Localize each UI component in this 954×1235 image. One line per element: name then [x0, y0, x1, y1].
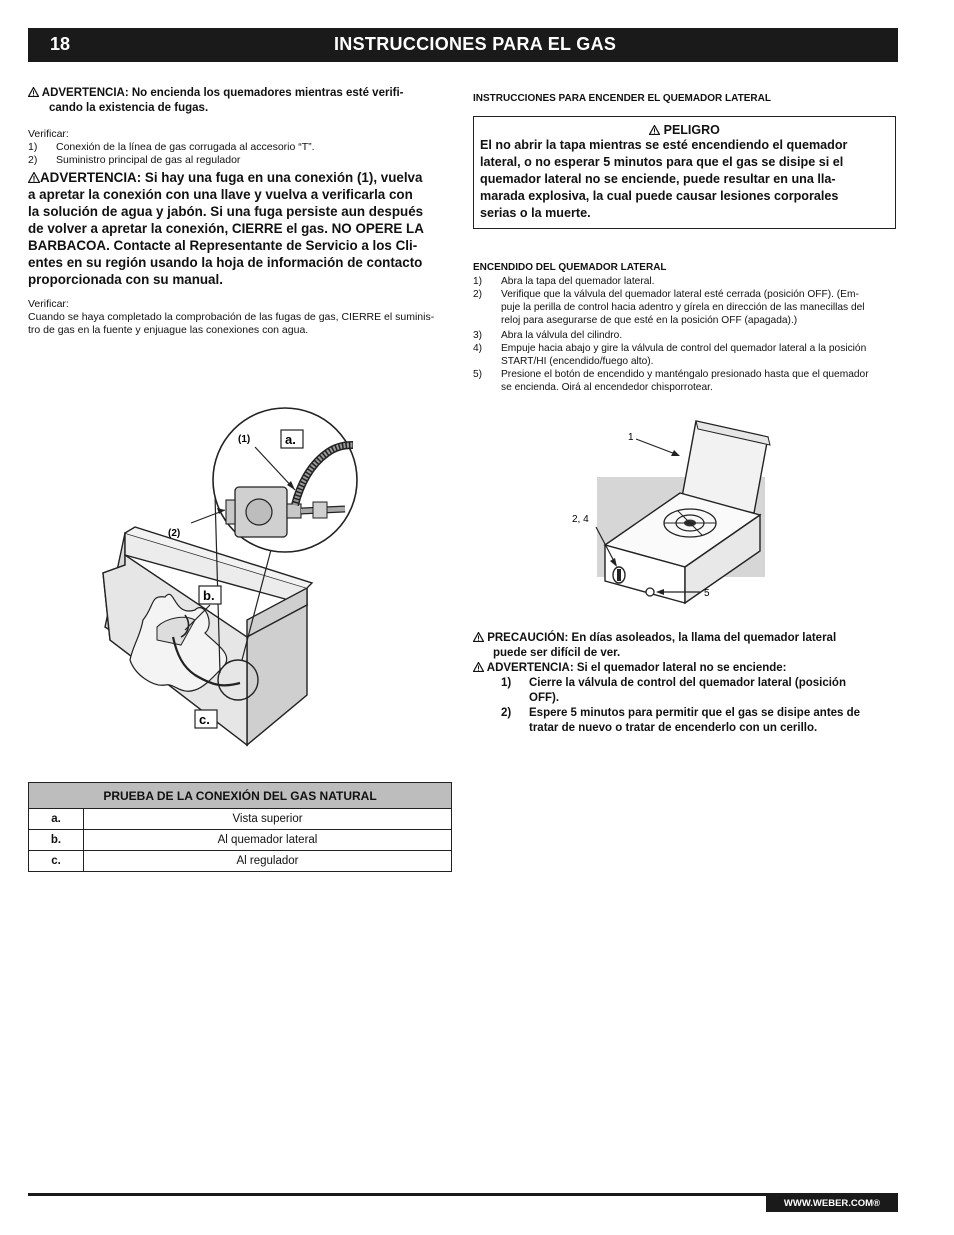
- label-5: 5: [704, 588, 710, 599]
- warning-line: BARBACOA. Contacte al Representante de Servicio a los Cli-: [28, 238, 418, 253]
- table-row: [29, 830, 452, 851]
- verify-list-2: [28, 298, 458, 337]
- footer-url: WWW.WEBER.COM®: [766, 1196, 898, 1212]
- warning-label: ADVERTENCIA:: [486, 662, 574, 674]
- item-text: tratar de nuevo o tratar de encenderlo con un cerillo.: [529, 722, 818, 734]
- item-text: OFF).: [529, 692, 560, 704]
- label-1: (1): [238, 434, 251, 445]
- step-item: [473, 329, 898, 342]
- step-number: 1): [473, 276, 483, 287]
- warning-item: [501, 676, 898, 706]
- item-text: Suministro principal de gas al regulador: [56, 154, 241, 166]
- item-number: 1): [501, 677, 512, 689]
- page-title: INSTRUCCIONES PARA EL GAS: [334, 34, 617, 54]
- step-text: Verifique que la válvula del quemador lateral esté cerrada (posición OFF). (Em-: [501, 289, 859, 300]
- danger-line: serias o la muerte.: [480, 206, 591, 220]
- section-heading-lighting-instructions: INSTRUCCIONES PARA ENCENDER EL QUEMADOR LATERAL: [473, 93, 771, 104]
- table-title: PRUEBA DE LA CONEXIÓN DEL GAS NATURAL: [29, 783, 452, 809]
- verify-label: Verificar:: [28, 298, 69, 310]
- side-burner-diagram: [560, 415, 780, 615]
- warning-icon: [28, 87, 39, 97]
- danger-text: [474, 137, 895, 222]
- item-text: Cierre la válvula de control del quemador lateral (posición: [529, 677, 846, 689]
- step-number: 2): [473, 289, 483, 300]
- warning-icon: [649, 125, 660, 135]
- label-2-4: 2, 4: [572, 514, 589, 525]
- warning-text: Si el quemador lateral no se enciende:: [576, 662, 787, 674]
- step-number: 4): [473, 343, 483, 354]
- section-heading-lighting: ENCENDIDO DEL QUEMADOR LATERAL: [473, 262, 667, 273]
- item-number: 2): [501, 707, 512, 719]
- callout-line-1: [636, 439, 678, 455]
- lighting-steps: [473, 275, 898, 394]
- verify-label: Verificar:: [28, 128, 69, 140]
- step-text: Abra la válvula del cilindro.: [501, 330, 623, 341]
- page-header: [28, 28, 898, 62]
- table-value: Vista superior: [84, 809, 452, 830]
- caution-block: [473, 631, 898, 736]
- warning-leak-persists: [28, 169, 458, 288]
- verify-text: tro de gas en la fuente y enjuague las conexiones con agua.: [28, 324, 309, 336]
- warning-icon: [473, 632, 484, 642]
- list-item: [28, 141, 448, 154]
- label-b: b.: [203, 588, 215, 603]
- table-key: b.: [29, 830, 84, 851]
- step-text: se encienda. Oirá al encendedor chisporrotear.: [501, 382, 713, 393]
- danger-line: quemador lateral no se enciende, puede resultar en una lla-: [480, 172, 836, 186]
- warning-line: la solución de agua y jabón. Si una fuga persiste aun después: [28, 204, 424, 219]
- step-text: START/HI (encendido/fuego alto).: [501, 356, 654, 367]
- table-key: a.: [29, 809, 84, 830]
- warning-line: [28, 169, 458, 186]
- knob-handle: [617, 569, 621, 581]
- warning-line: a apretar la conexión con una llave y vuelva a verificarla con: [28, 187, 413, 202]
- warning-text: ADVERTENCIA: Si hay una fuga en una conexión (1), vuelva: [40, 170, 423, 185]
- item-number: 1): [28, 141, 38, 153]
- warning-item: [501, 706, 898, 736]
- table-key: c.: [29, 851, 84, 872]
- table-value: Al regulador: [84, 851, 452, 872]
- label-2: (2): [168, 528, 181, 539]
- warning-text: No encienda los quemadores mientras esté verifi-: [131, 87, 404, 99]
- step-text: reloj para asegurarse de que esté en la posición OFF (apagada).): [501, 315, 798, 326]
- step-text: Abra la tapa del quemador lateral.: [501, 276, 655, 287]
- label-1: 1: [628, 432, 634, 443]
- danger-line: El no abrir la tapa mientras se esté encendiendo el quemador: [480, 138, 848, 152]
- gas-connection-diagram: [95, 405, 455, 750]
- warning-line: entes en su región usando la hoja de información de contacto: [28, 255, 423, 270]
- warning-label: ADVERTENCIA:: [41, 87, 129, 99]
- warning-text-2: cando la existencia de fugas.: [49, 102, 209, 114]
- verify-text: Cuando se haya completado la comprobación de las fugas de gas, CIERRE el suminis-: [28, 311, 435, 323]
- warning-icon: [28, 172, 40, 183]
- label-c: c.: [199, 712, 210, 727]
- warning-leak-check: [28, 86, 448, 116]
- table-value: Al quemador lateral: [84, 830, 452, 851]
- step-item: [473, 288, 898, 327]
- list-item: [28, 154, 448, 167]
- warning-line: de volver a apretar la conexión, CIERRE el gas. NO OPERE LA: [28, 221, 424, 236]
- caution-text: En días asoleados, la llama del quemador lateral: [571, 632, 837, 644]
- ignition-button: [646, 588, 654, 596]
- step-text: Empuje hacia abajo y gire la válvula de control del quemador lateral a la posición: [501, 343, 867, 354]
- danger-line: marada explosiva, la cual puede causar lesiones corporales: [480, 189, 839, 203]
- item-text: Conexión de la línea de gas corrugada al accesorio “T”.: [56, 141, 315, 153]
- page-number: 18: [50, 34, 71, 54]
- danger-box: [473, 116, 896, 229]
- danger-title: [474, 123, 895, 137]
- item-text: Espere 5 minutos para permitir que el gas se disipe antes de: [529, 707, 861, 719]
- step-text: Presione el botón de encendido y manténgalo presionado hasta que el quemador: [501, 369, 869, 380]
- step-item: [473, 342, 898, 368]
- table-row: [29, 851, 452, 872]
- warning-line: proporcionada con su manual.: [28, 272, 223, 287]
- step-number: 3): [473, 330, 483, 341]
- caution-text-2: puede ser difícil de ver.: [493, 647, 621, 659]
- danger-line: lateral, o no esperar 5 minutos para que el gas se disipe si el: [480, 155, 844, 169]
- gas-connection-table: [28, 782, 452, 872]
- step-item: [473, 275, 898, 288]
- step-number: 5): [473, 369, 483, 380]
- caution-label: PRECAUCIÓN:: [487, 632, 569, 644]
- item-number: 2): [28, 154, 38, 166]
- danger-label: PELIGRO: [663, 123, 720, 137]
- caution-line: [473, 631, 898, 646]
- step-text: puje la perilla de control hacia adentro y gírela en dirección de las manecillas del: [501, 302, 865, 313]
- warning-icon: [473, 662, 484, 672]
- label-a: a.: [285, 432, 296, 447]
- step-item: [473, 368, 898, 394]
- warning-line: [473, 661, 898, 676]
- verify-list-1: [28, 128, 448, 167]
- table-row: [29, 809, 452, 830]
